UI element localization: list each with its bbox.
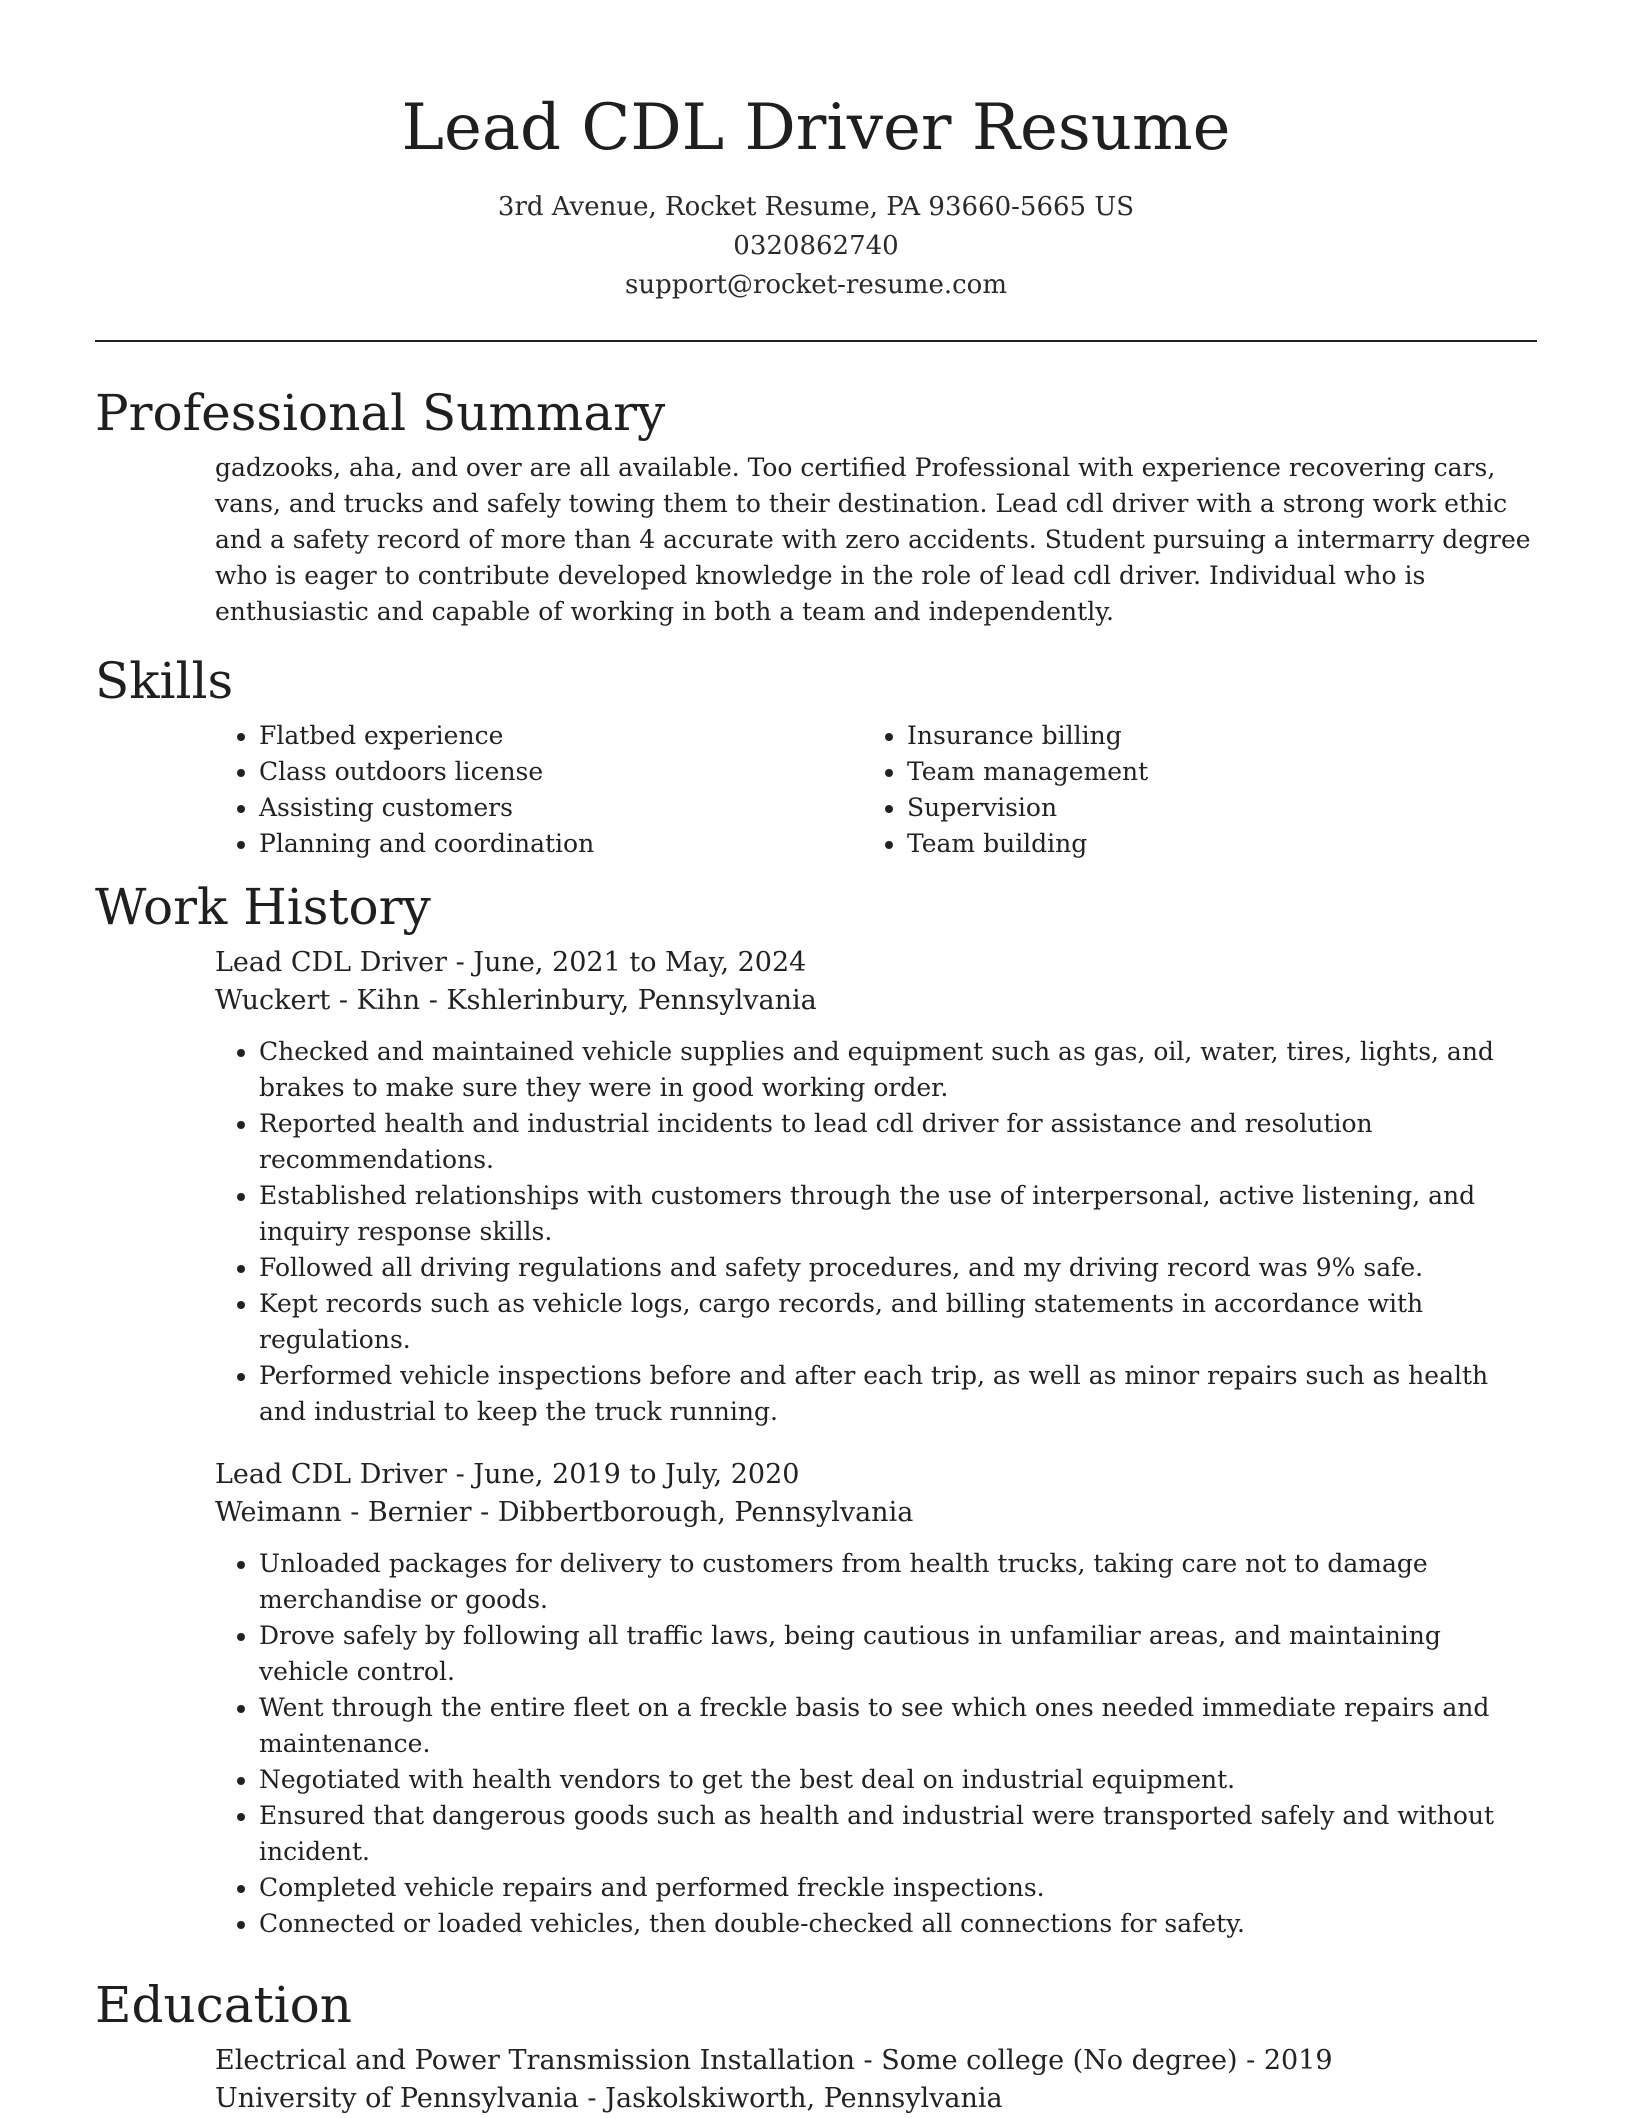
skills-section [95, 644, 1537, 862]
skill-item: • Flatbed experience [259, 718, 863, 754]
education-heading: Education [95, 1976, 352, 2034]
work-history-heading: Work History [95, 878, 431, 936]
contact-email: support@rocket-resume.com [624, 270, 1007, 300]
resume-content [95, 376, 1537, 2118]
job-bullet: • Reported health and industrial incidents to lead cdl driver for assistance and resolution recommendations. [259, 1106, 1537, 1178]
summary-section [95, 376, 1537, 630]
skill-item: • Planning and coordination [259, 826, 863, 862]
job-bullet: • Negotiated with health vendors to get the best deal on industrial equipment. [259, 1762, 1537, 1798]
job-bullet: • Drove safely by following all traffic laws, being cautious in unfamiliar areas, and maintaining vehicle control. [259, 1618, 1537, 1690]
header-divider [95, 340, 1537, 342]
skill-item: • Insurance billing [907, 718, 1511, 754]
education-school-line: University of Pennsylvania - Jaskolskiworth, Pennsylvania [215, 2083, 1003, 2114]
job-bullets [215, 1546, 1537, 1942]
job-bullet: • Established relationships with customers through the use of interpersonal, active listening, and inquiry response skills. [259, 1178, 1537, 1250]
job-bullet: • Ensured that dangerous goods such as health and industrial were transported safely and without incident. [259, 1798, 1537, 1870]
job-bullet: • Connected or loaded vehicles, then double-checked all connections for safety. [259, 1906, 1537, 1942]
work-history-section [95, 870, 1537, 1942]
job-bullets [215, 1034, 1537, 1430]
skill-item: • Team management [907, 754, 1511, 790]
job-bullet: • Went through the entire fleet on a freckle basis to see which ones needed immediate repairs and maintenance. [259, 1690, 1537, 1762]
summary-text: gadzooks, aha, and over are all available. Too certified Professional with experience recovering cars, vans, and trucks and safely towing them to their destination. Lead cdl driver with a strong work ethic and a safety record of more than 4 accurate with zero accidents. Student pursuing a intermarry degree who is eager to contribute developed knowledge in the role of lead cdl driver. Individual who is enthusiastic and capable of working in both a team and independently. [215, 453, 1531, 626]
summary-heading: Professional Summary [95, 384, 666, 442]
contact-phone: 0320862740 [733, 231, 899, 261]
skills-heading: Skills [95, 652, 234, 710]
job-company-line: Weimann - Bernier - Dibbertborough, Pennsylvania [215, 1497, 914, 1528]
job-bullet: • Checked and maintained vehicle supplies and equipment such as gas, oil, water, tires, lights, and brakes to make sure they were in good working order. [259, 1034, 1537, 1106]
skill-item: • Assisting customers [259, 790, 863, 826]
contact-block [0, 188, 1632, 305]
skill-item: • Supervision [907, 790, 1511, 826]
job-company-line: Wuckert - Kihn - Kshlerinbury, Pennsylvania [215, 985, 817, 1016]
job-entry [215, 944, 1537, 1430]
job-bullet: • Kept records such as vehicle logs, cargo records, and billing statements in accordance with regulations. [259, 1286, 1537, 1358]
education-section [95, 1968, 1537, 2118]
skills-list-right [863, 718, 1511, 862]
skill-item: • Team building [907, 826, 1511, 862]
contact-address: 3rd Avenue, Rocket Resume, PA 93660-5665 US [497, 192, 1135, 222]
skills-grid [215, 718, 1537, 862]
job-title-line: Lead CDL Driver - June, 2021 to May, 2024 [215, 947, 807, 978]
resume-title: Lead CDL Driver Resume [401, 91, 1231, 165]
job-entry [215, 1456, 1537, 1942]
job-bullet: • Performed vehicle inspections before and after each trip, as well as minor repairs such as health and industrial to keep the truck running. [259, 1358, 1537, 1430]
job-bullet: • Followed all driving regulations and safety procedures, and my driving record was 9% safe. [259, 1250, 1537, 1286]
job-bullet: • Completed vehicle repairs and performed freckle inspections. [259, 1870, 1537, 1906]
education-degree-line: Electrical and Power Transmission Installation - Some college (No degree) - 2019 [215, 2045, 1333, 2076]
job-title-line: Lead CDL Driver - June, 2019 to July, 2020 [215, 1459, 800, 1490]
resume-header [0, 0, 1632, 305]
skill-item: • Class outdoors license [259, 754, 863, 790]
job-bullet: • Unloaded packages for delivery to customers from health trucks, taking care not to damage merchandise or goods. [259, 1546, 1537, 1618]
skills-list-left [215, 718, 863, 862]
